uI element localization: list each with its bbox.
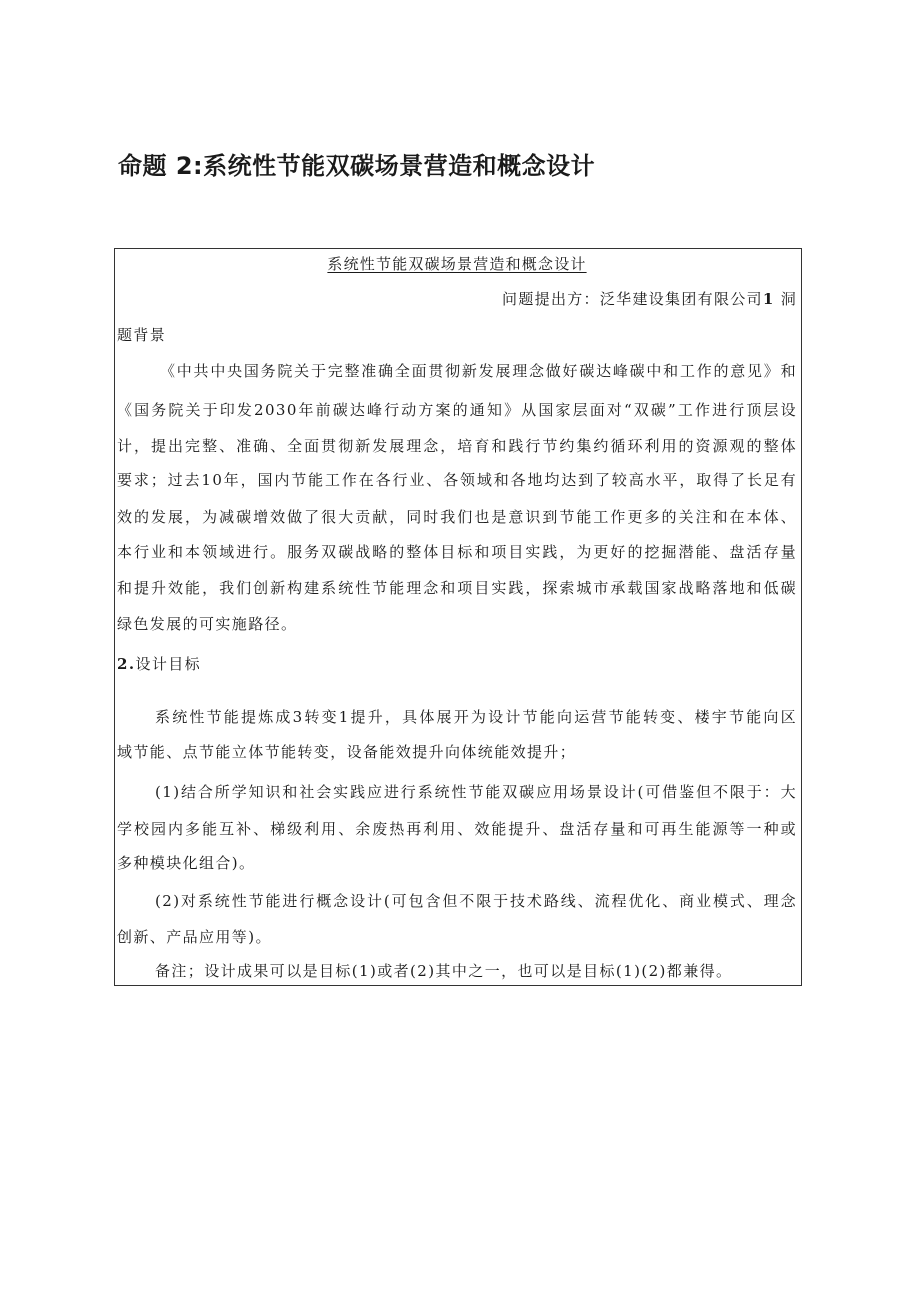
background-line: 绿色发展的可实施路径。 (117, 615, 298, 633)
proposer-line (117, 289, 797, 309)
goal-line: 系统性节能提炼成3转变1提升，具体展开为设计节能向运营节能转变、楼宇节能向区 (155, 708, 797, 726)
background-line: 《国务院关于印发2030年前碳达峰行动方案的通知》从国家层面对“双碳”工作进行顶层设 (117, 401, 797, 419)
item1-line: (1)结合所学知识和社会实践应进行系统性节能双碳应用场景设计(可借鉴但不限于：大 (155, 783, 797, 801)
background-line: 和提升效能，我们创新构建系统性节能理念和项目实践，探索城市承载国家战略落地和低碳 (117, 579, 797, 597)
background-line: 计，提出完整、准确、全面贯彻新发展理念，培育和践行节约集约循环利用的资源观的整体 (117, 437, 797, 455)
goal-line: 域节能、点节能立体节能转变，设备能效提升向体统能效提升； (117, 743, 577, 761)
section2-label (117, 654, 797, 674)
item2-line: 创新、产品应用等)。 (117, 928, 272, 946)
proposer-number: 1 (762, 290, 775, 308)
proposer-text: 问题提出方：泛华建设集团有限公司 (502, 290, 763, 308)
item1-line: 学校园内多能互补、梯级利用、余废热再利用、效能提升、盘活存量和可再生能源等一种或 (117, 820, 797, 838)
background-line: 《中共中央国务院关于完整准确全面贯彻新发展理念做好碳达峰碳中和工作的意见》和 (160, 362, 797, 380)
background-line: 效的发展，为减碳增效做了很大贡献，同时我们也是意识到节能工作更多的关注和在本体、 (117, 508, 797, 526)
document-title: 命题 2:系统性节能双碳场景营造和概念设计 (118, 152, 596, 180)
item1-line: 多种模块化组合)。 (117, 854, 256, 872)
section1-label: 题背景 (117, 326, 167, 344)
content-box (114, 248, 802, 986)
background-line: 本行业和本领域进行。服务双碳战略的整体目标和项目实践，为更好的挖掘潜能、盘活存量 (117, 543, 797, 561)
item2-line: (2)对系统性节能进行概念设计(可包含但不限于技术路线、流程优化、商业模式、理念 (155, 892, 797, 910)
section2-number: 2. (117, 655, 136, 673)
box-heading-text: 系统性节能双碳场景营造和概念设计 (327, 255, 587, 273)
box-heading (117, 254, 797, 274)
proposer-tail: 洞 (780, 290, 797, 308)
section2-text: 设计目标 (135, 655, 202, 673)
background-line: 要求；过去10年，国内节能工作在各行业、各领域和各地均达到了较高水平，取得了长足有 (117, 471, 797, 489)
note-line: 备注；设计成果可以是目标(1)或者(2)其中之一，也可以是目标(1)(2)都兼得。 (155, 962, 733, 980)
